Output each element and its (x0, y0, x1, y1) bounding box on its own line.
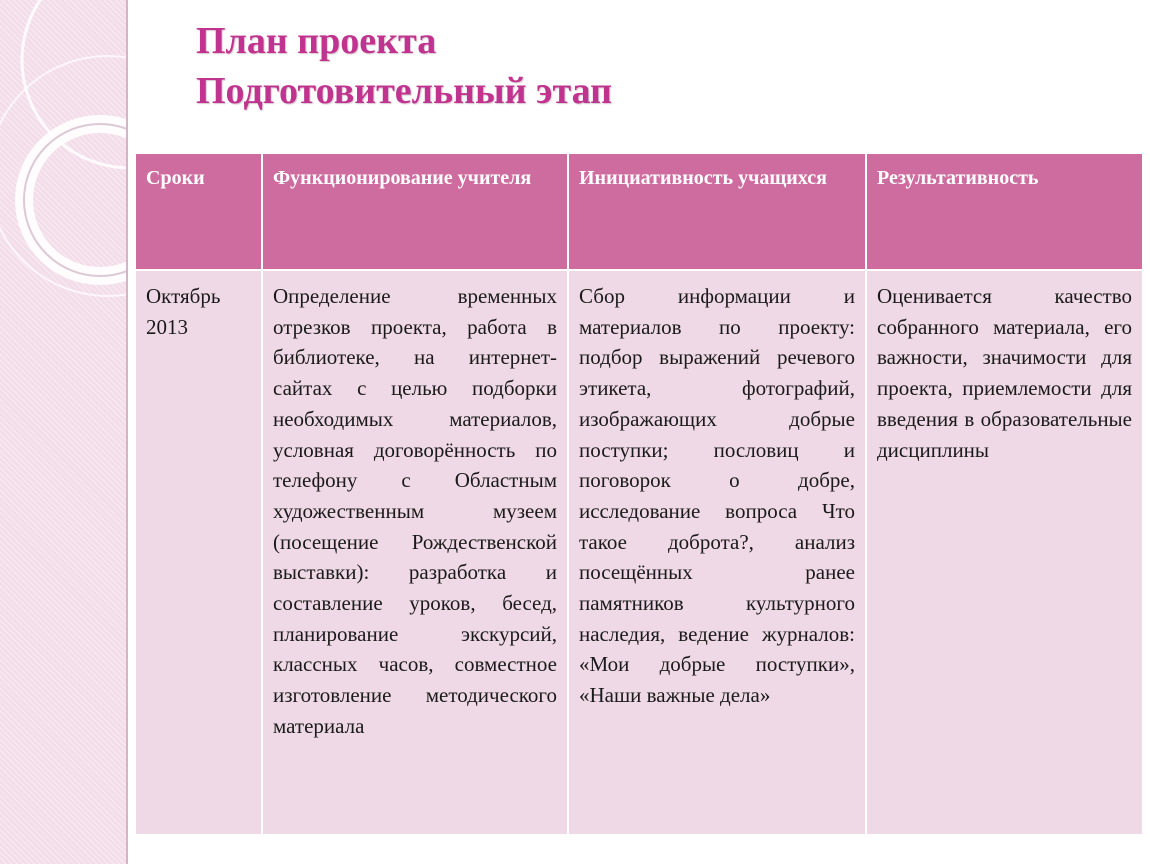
cell-effectiveness: Оценивается качество собранного материала, его важности, значимости для проекта, приемлемости для введения в образовательные дисциплины (866, 270, 1143, 835)
table-row (135, 270, 1143, 835)
slide-title (196, 16, 612, 116)
cell-timing: Октябрь 2013 (135, 270, 262, 835)
slide-title-line-1: План проекта (196, 20, 437, 62)
slide-title-line-2: Подготовительный этап (196, 70, 612, 112)
header-effectiveness: Результативность (866, 153, 1143, 270)
cell-student-initiative: Сбор информации и материалов по проекту: подбор выражений речевого этикета, фотографий, изображающих добрые поступки; пословиц и поговорок о добре, исследование вопроса Что такое доброта?, анализ посещённых ранее памятников культурного наследия, ведение журналов: «Мои добрые поступки», «Наши важные дела» (568, 270, 866, 835)
cell-teacher-function: Определение временных отрезков проекта, работа в библиотеке, на интернет-сайтах с целью подборки необходимых материалов, условная договорённость по телефону с Областным художественным музеем (посещение Рождественской выставки): разработка и составление уроков, бесед, планирование экскурсий, классных часов, совместное изготовление методического материала (262, 270, 568, 835)
decorative-side-band (0, 0, 128, 864)
header-teacher-function: Функционирование учителя (262, 153, 568, 270)
header-timing: Сроки (135, 153, 262, 270)
decorative-rings (0, 0, 128, 864)
project-plan-table (134, 152, 1144, 836)
table-header-row (135, 153, 1143, 270)
header-student-initiative: Инициативность учащихся (568, 153, 866, 270)
